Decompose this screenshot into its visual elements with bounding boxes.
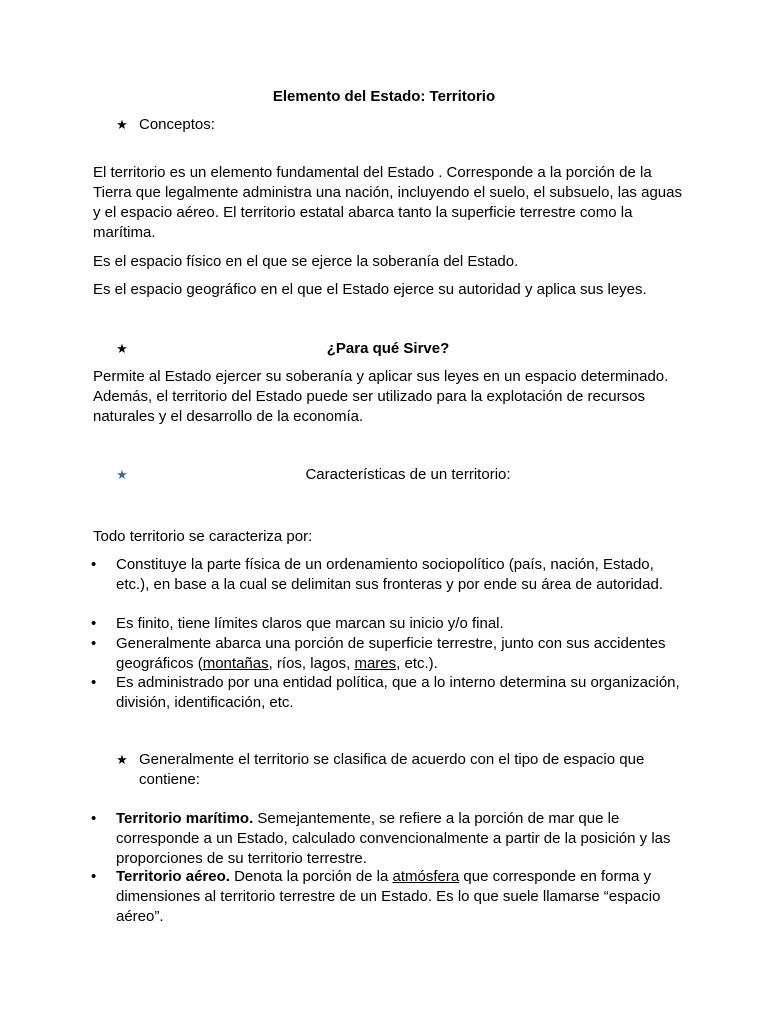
list-item-text: , etc.). (396, 655, 438, 672)
caracteristicas-heading: Características de un territorio: (305, 466, 511, 483)
para-que-heading: ¿Para qué Sirve? (326, 340, 450, 357)
list-item: Es administrado por una entidad política, que a lo interno determina su organización, división, identificación, etc. (116, 674, 680, 711)
list-item-text: Denota la porción de la (229, 868, 393, 885)
list-item (116, 809, 681, 869)
conceptos-paragraph-1: El territorio es un elemento fundamental del Estado . Corresponde a la porción de la Tierra que legalmente administra una nación, incluyendo el suelo, el subsuelo, las aguas y el espacio aéreo. El territorio estatal abarca tanto la superficie terrestre como la marítima. (93, 164, 682, 241)
star-bullet-icon: ★ (116, 117, 128, 132)
bullet-icon: • (91, 556, 97, 573)
bullet-icon: • (91, 615, 97, 632)
list-item-text: Semejantemente, se refiere a la porción de mar que le corresponde a un Estado, calculado convencionalmente a partir de la posición y las proporciones de su territorio terrestre. (116, 810, 671, 867)
para-que-paragraph: Permite al Estado ejercer su soberanía y aplicar sus leyes en un espacio determinado. Además, el territorio del Estado puede ser utilizado para la explotación de recursos naturales y el desarrollo de la economía. (93, 368, 669, 425)
list-item: Constituye la parte física de un ordenamiento sociopolítico (país, nación, Estado, etc.), en base a la cual se delimitan sus fronteras y por ende su área de autoridad. (116, 556, 663, 593)
atmosfera-link[interactable]: atmósfera (392, 868, 460, 885)
list-item-text: , ríos, lagos, (268, 655, 355, 672)
star-bullet-icon: ★ (116, 341, 128, 356)
montanas-link[interactable]: montañas (202, 655, 269, 672)
clasificacion-heading: Generalmente el territorio se clasifica de acuerdo con el tipo de espacio que contiene: (139, 751, 645, 788)
list-item (116, 634, 681, 674)
bullet-icon: • (91, 674, 97, 691)
bullet-icon: • (91, 810, 97, 827)
list-item: Es finito, tiene límites claros que marcan su inicio y/o final. (116, 615, 504, 632)
list-item (116, 867, 681, 927)
conceptos-heading: Conceptos: (139, 116, 215, 133)
conceptos-paragraph-3: Es el espacio geográfico en el que el Estado ejerce su autoridad y aplica sus leyes. (93, 281, 647, 298)
bullet-icon: • (91, 868, 97, 885)
mares-link[interactable]: mares (354, 655, 397, 672)
caracteristicas-intro: Todo territorio se caracteriza por: (93, 528, 313, 545)
document-title: Elemento del Estado: Territorio (272, 88, 496, 105)
star-bullet-icon: ★ (116, 467, 128, 482)
star-bullet-icon: ★ (116, 752, 128, 767)
conceptos-paragraph-2: Es el espacio físico en el que se ejerce la soberanía del Estado. (93, 253, 519, 270)
bullet-icon: • (91, 635, 97, 652)
territorio-maritimo-label: Territorio marítimo. (116, 810, 254, 827)
list-item-text: que corresponde en forma y dimensiones al territorio terrestre de un Estado. Es lo que suele llamarse “espacio aéreo”. (116, 868, 661, 925)
list-item-text: Generalmente abarca una porción de superficie terrestre, junto con sus accidentes geográficos ( (116, 635, 666, 672)
territorio-aereo-label: Territorio aéreo. (116, 868, 230, 885)
